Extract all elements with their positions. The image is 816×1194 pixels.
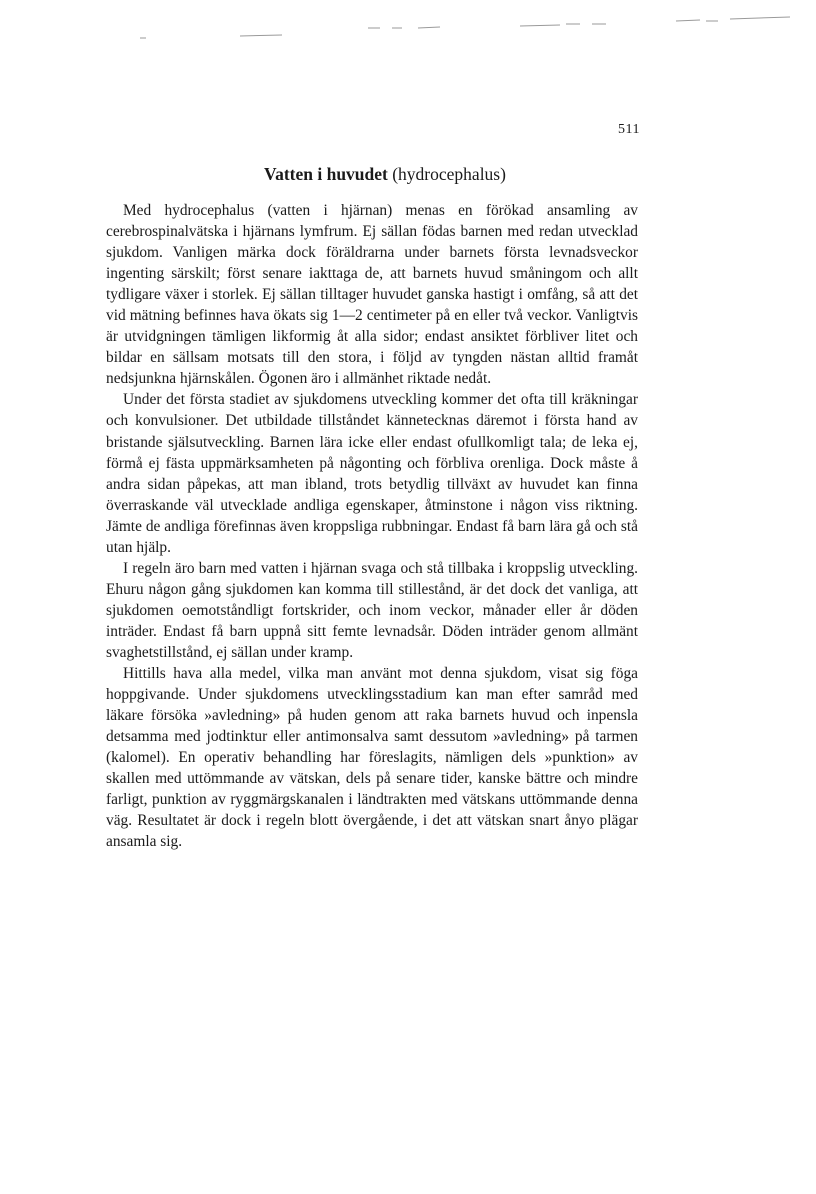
scan-artifact-marks <box>0 0 816 60</box>
page-number: 511 <box>618 122 640 137</box>
paragraph: Under det första stadiet av sjukdomens utveckling kommer det ofta till kräkningar och konvulsioner. Det utbildade tillståndet kännetecknas däremot i första hand av bristande själsutveckling. Barnen lära icke eller endast ofullkomligt tala; de leka ej, förmå ej fästa uppmärksamheten på någonting och förbliva orenliga. Dock måste å andra sidan påpekas, att man ibland, trots betydlig tillväxt av huvudet kan finna överraskande väl utvecklade andliga egenskaper, åtminstone i någon viss riktning. Jämte de andliga förefinnas även kroppsliga rubbningar. Endast få barn lära gå och stå utan hjälp. <box>106 391 638 556</box>
paragraph: Hittills hava alla medel, vilka man använt mot denna sjukdom, visat sig föga hoppgivande. Under sjukdomens utvecklingsstadium kan man efter samråd med läkare försöka »avledning» på huden genom att raka barnets huvud och inpensla detsamma med jodtinktur eller antimonsalva samt dessutom »avledning» på tarmen (kalomel). En operativ behandling har föreslagits, nämligen dels »punktion» av skallen med uttömmande av vätskan, dels på senare tider, kanske bättre och mindre farligt, punktion av ryggmärgskanalen i ländtrakten med vätskans uttömmande denna väg. Resultatet är dock i regeln blott övergående, i det att vätskan snart ånyo plägar ansamla sig. <box>106 665 638 851</box>
title-parenthetical: (hydrocephalus) <box>392 164 506 184</box>
paragraph: I regeln äro barn med vatten i hjärnan svaga och stå tillbaka i kroppslig utveckling. Ehuru någon gång sjukdomen kan komma till stillestånd, är det dock det vanliga, att sjukdomen oemotståndligt fortskrider, och inom veckor, månader eller år döden inträder. Endast få barn uppnå sitt femte levnadsår. Döden inträder genom allmänt svaghetstillstånd, ej sällan under kramp. <box>106 559 638 661</box>
paragraph: Med hydrocephalus (vatten i hjärnan) menas en förökad ansamling av cerebrospinalvätska i hjärnans lymfrum. Ej sällan födas barnen med redan utvecklad sjukdom. Vanligen märka dock föräldrarna under barnets första levnadsveckor ingenting särskilt; först senare iakttaga de, att barnets huvud småningom och allt tydligare växer i storlek. Ej sällan tilltager huvudet ganska hastigt i omfång, så att det vid mätning befinnes hava ökats sig 1—2 centimeter på en eller två veckor. Vanligtvis är utvidgningen tämligen likformig åt alla sidor; endast ansiktet förbliver litet och bildar en sällsam motsats till den stora, i följd av tyngden nästan alltid framåt nedsjunkna hjärnskålen. Ögonen äro i allmänhet riktade nedåt. <box>106 202 638 388</box>
body-text <box>106 200 638 852</box>
title-main: Vatten i huvudet <box>264 164 388 184</box>
section-title <box>100 162 670 186</box>
